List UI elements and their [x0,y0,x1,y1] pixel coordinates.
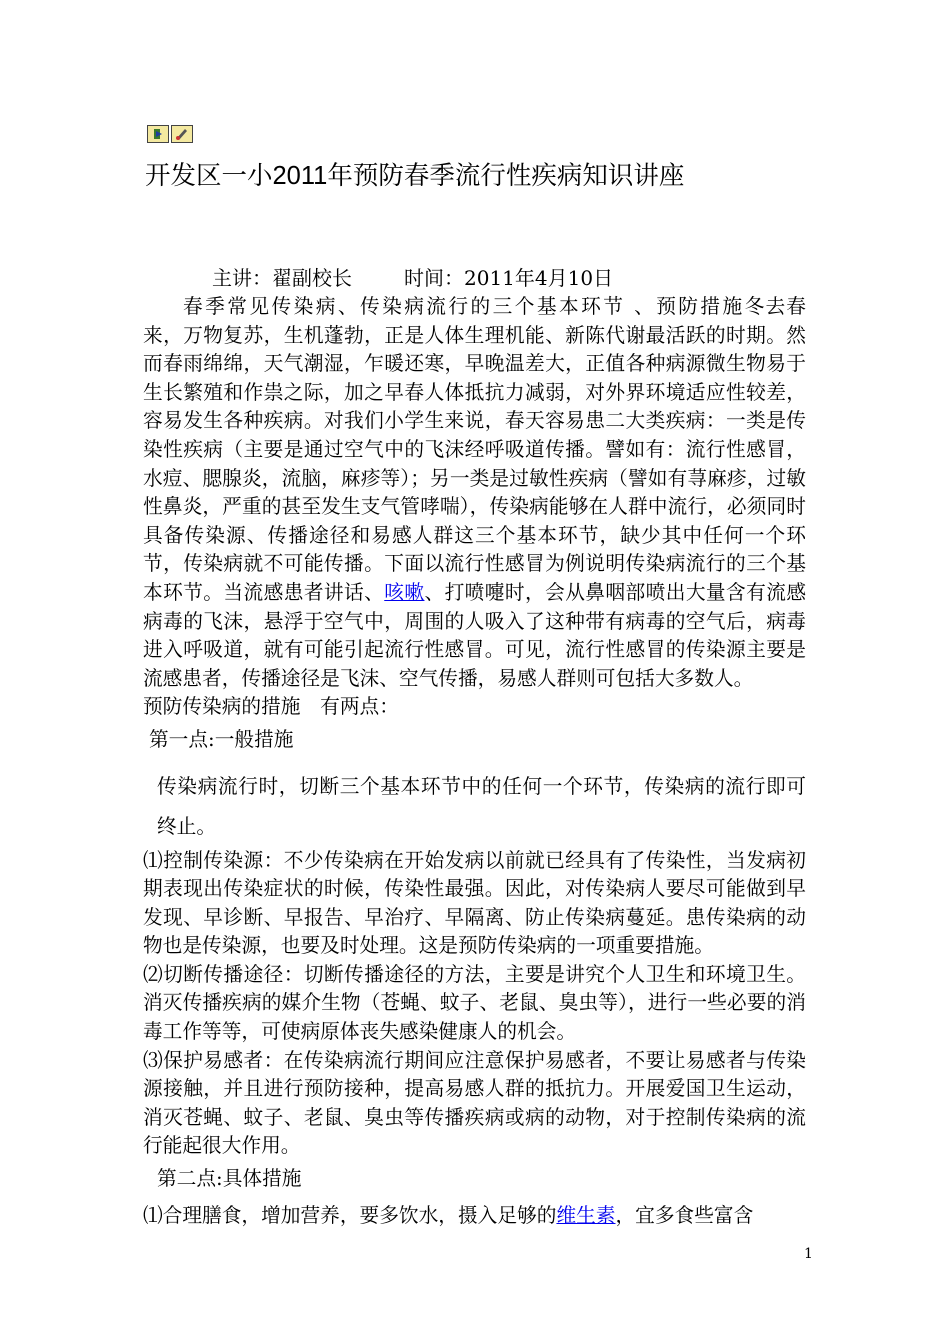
toolbar-icons [147,125,193,143]
page-title: 开发区一小2011年预防春季流行性疾病知识讲座 [145,162,685,190]
byline [212,262,613,291]
point1-item-3: ⑶保护易感者：在传染病流行期间应注意保护易感者，不要让易感者与传染源接触，并且进行预防接种，提高易感人群的抵抗力。开展爱国卫生运动，消灭苍蝇、蚊子、老鼠、臭虫等传播疾病或病的动物，对于控制传染病的流行能起很大作用。 [143,1048,806,1158]
vitamin-link[interactable]: 维生素 [556,1203,616,1227]
lecture-time: 时间：2011年4月10日 [404,266,614,290]
point2-item1-text-a: ⑴合理膳食，增加营养，要多饮水，摄入足够的 [143,1203,557,1227]
intro-lead: 春季常见传染病、传染病流行的三个基本环节 、预防措施 [183,295,745,318]
intro-paragraph [143,293,806,693]
article-body [143,293,806,1230]
speaker: 主讲：翟副校长 [212,266,352,290]
point1-item-2: ⑵切断传播途径：切断传播途径的方法，主要是讲究个人卫生和环境卫生。消灭传播疾病的媒介生物（苍蝇、蚊子、老鼠、臭虫等），进行一些必要的消毒工作等等，可使病原体丧失感染健康人的机会。 [143,962,806,1044]
intro-text-b: 、打喷嚏时，会从鼻咽部喷出大量含有流感病毒的飞沫，悬浮于空气中，周围的人吸入了这种带有病毒的空气后，病毒进入呼吸道，就有可能引起流行性感冒。可见，流行性感冒的传染源主要是流感患者，传播途径是飞沫、空气传播，易感人群则可包括大多数人。 [143,580,807,690]
point2-item1-text-b: ，宜多食些富含 [615,1203,754,1227]
intro-text-a: 冬去春来，万物复苏，生机蓬勃，正是人体生理机能、新陈代谢最活跃的时期。然而春雨绵绵，天气潮湿，乍暖还寒，早晚温差大，正值各种病源微生物易于生长繁殖和作祟之际，加之早春人体抵抗力减弱，对外界环境适应性较差，容易发生各种疾病。对我们小学生来说，春天容易患二大类疾病：一类是传染性疾病（主要是通过空气中的飞沫经呼吸道传播。譬如有：流行性感冒，水痘、腮腺炎，流脑，麻疹等）；另一类是过敏性疾病（譬如有荨麻疹，过敏性鼻炎，严重的甚至发生支气管哮喘），传染病能够在人群中流行，必须同时具备传染源、传播途径和易感人群这三个基本环节，缺少其中任何一个环节，传染病就不可能传播。下面以流行性感冒为例说明传染病流行的三个基本环节。当流感患者讲话、 [143,295,806,604]
cough-link[interactable]: 咳嗽 [384,580,425,604]
point1-heading: 第一点:一般措施 [149,727,294,751]
point2-heading: 第二点:具体措施 [157,1167,302,1191]
measures-heading: 预防传染病的措施 有两点： [143,695,399,719]
edit-icon[interactable] [171,125,193,143]
page-number: 1 [804,1246,813,1262]
point1-summary: 传染病流行时，切断三个基本环节中的任何一个环节，传染病的流行即可终止。 [157,774,806,838]
document-icon[interactable] [147,125,169,143]
point1-item-1: ⑴控制传染源：不少传染病在开始发病以前就已经具有了传染性，当发病初期表现出传染症状的时候，传染性最强。因此，对传染病人要尽可能做到早发现、早诊断、早报告、早治疗、早隔离、防止传染病蔓延。患传染病的动物也是传染源，也要及时处理。这是预防传染病的一项重要措施。 [143,848,806,958]
point2-item-1 [143,1202,806,1231]
